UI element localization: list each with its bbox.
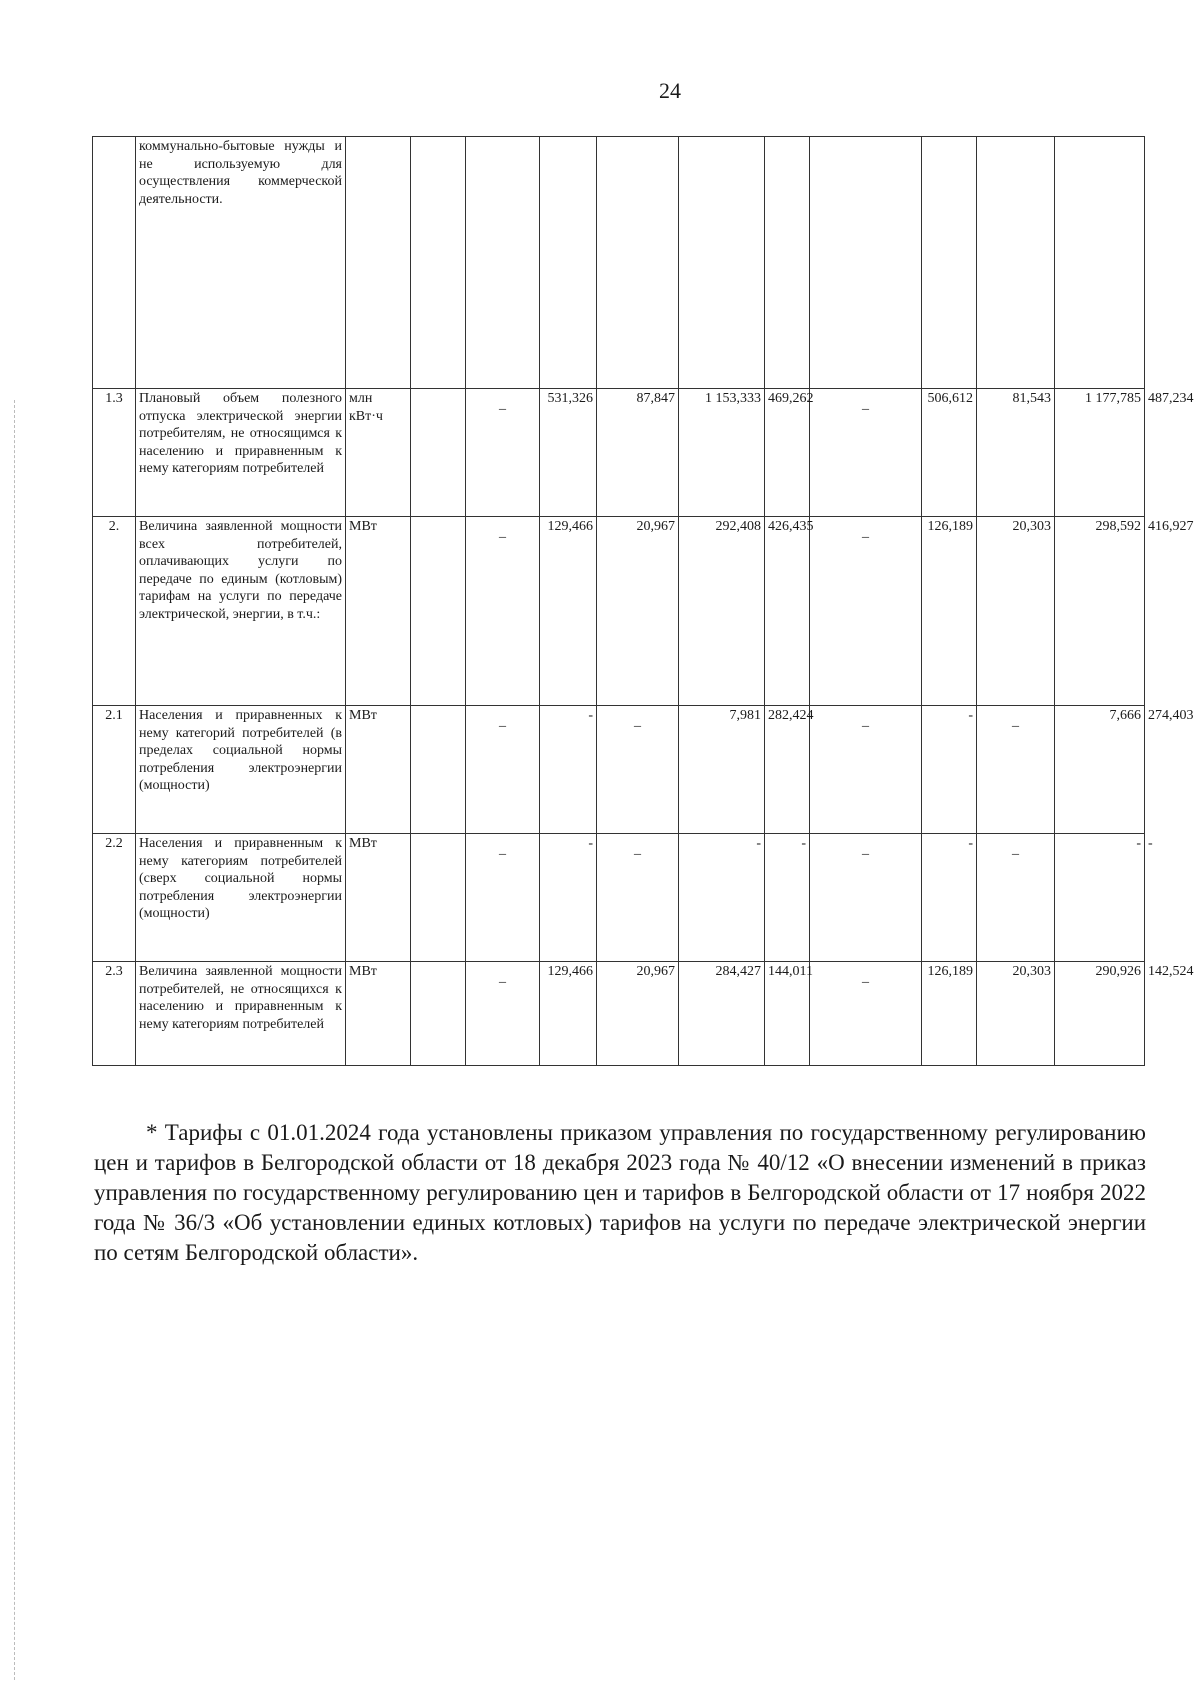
value-cell	[466, 962, 540, 1066]
value-cell: -	[540, 706, 597, 834]
empty-cell	[597, 137, 679, 389]
cell-value: _	[499, 842, 506, 857]
empty-cell	[411, 517, 466, 706]
empty-cell	[540, 137, 597, 389]
value-cell: 1 153,333	[679, 389, 765, 517]
cell-value: _	[634, 842, 641, 857]
cell-value: _	[499, 397, 506, 412]
row-label: Величина заявленной мощности всех потребителей, оплачивающих услуги по передаче по единым (котловым) тарифам на услуги по передаче электрической, энергии, в т.ч.:	[136, 517, 346, 706]
row-unit: МВт	[346, 706, 411, 834]
cell-value: _	[862, 842, 869, 857]
tariff-table	[92, 136, 1194, 1066]
value-cell: 298,592	[1055, 517, 1145, 706]
value-cell: -	[765, 834, 810, 962]
value-cell: 20,967	[597, 962, 679, 1066]
row-number: 2.	[93, 517, 136, 706]
footnote-text: * Тарифы с 01.01.2024 года установлены приказом управления по государственному регулированию цен и тарифов в Белгородской области от 18 декабря 2023 года № 40/12 «О внесении изменений в приказ управления по государственному регулированию цен и тарифов в Белгородской области от 17 ноября 2022 года № 36/3 «Об установлении единых котловых) тарифов на услуги по передаче электрической энергии по сетям Белгородской области».	[94, 1120, 1146, 1265]
empty-cell	[679, 137, 765, 389]
value-cell: 129,466	[540, 962, 597, 1066]
value-cell: 144,011	[765, 962, 810, 1066]
empty-cell	[411, 137, 466, 389]
value-cell	[466, 517, 540, 706]
table-row: 2.1 Населения и приравненных к нему категорий потребителей (в пределах социальной нормы потребления электроэнергии (мощности) МВт _ - _ 7,981 282,424 _ - _ 7,666 274,403	[93, 706, 1145, 834]
scan-margin-marks	[14, 400, 17, 1680]
empty-cell	[411, 962, 466, 1066]
value-cell: -	[540, 834, 597, 962]
table-row: 2.2 Населения и приравненным к нему категориям потребителей (сверх социальной нормы потребления электроэнергии (мощности) МВт _ - _ - - _ - _ - -	[93, 834, 1145, 962]
cell-value: _	[499, 970, 506, 985]
value-cell: 129,466	[540, 517, 597, 706]
row-number: 1.3	[93, 389, 136, 517]
value-cell	[466, 389, 540, 517]
empty-cell	[411, 389, 466, 517]
empty-cell	[411, 834, 466, 962]
value-cell	[810, 706, 922, 834]
row-number: 2.1	[93, 706, 136, 834]
cell-value: _	[499, 714, 506, 729]
cell-value: _	[862, 970, 869, 985]
value-cell	[597, 834, 679, 962]
table-row: 1.3 Плановый объем полезного отпуска электрической энергии потребителям, не относящимся к населению и приравненным к нему категориям потребителей млн кВт·ч _ 531,326 87,847 1 153,333 469,262 _ 506,612 81,543 1 177,785 487,234	[93, 389, 1145, 517]
value-cell: 290,926	[1055, 962, 1145, 1066]
table-row: 2.3 Величина заявленной мощности потребителей, не относящихся к населению и приравненным к нему категориям потребителей МВт _ 129,466 20,967 284,427 144,011 _ 126,189 20,303 290,926 142,524	[93, 962, 1145, 1066]
value-cell: 7,981	[679, 706, 765, 834]
empty-cell	[1055, 137, 1145, 389]
value-cell: 292,408	[679, 517, 765, 706]
value-cell: 531,326	[540, 389, 597, 517]
value-cell: 469,262	[765, 389, 810, 517]
row-number	[93, 137, 136, 389]
cell-value: _	[862, 525, 869, 540]
value-cell	[466, 706, 540, 834]
value-cell: 20,303	[977, 517, 1055, 706]
row-number: 2.2	[93, 834, 136, 962]
row-unit: МВт	[346, 962, 411, 1066]
cell-value: _	[1012, 714, 1019, 729]
cell-value: _	[862, 397, 869, 412]
row-unit	[346, 137, 411, 389]
empty-cell	[977, 137, 1055, 389]
value-cell: 81,543	[977, 389, 1055, 517]
value-cell: 282,424	[765, 706, 810, 834]
value-cell: 506,612	[922, 389, 977, 517]
value-cell: -	[922, 706, 977, 834]
row-label: Населения и приравненным к нему категориям потребителей (сверх социальной нормы потребления электроэнергии (мощности)	[136, 834, 346, 962]
value-cell: -	[1055, 834, 1145, 962]
table-row	[93, 137, 1145, 389]
empty-cell	[922, 137, 977, 389]
value-cell	[597, 706, 679, 834]
page-number: 24	[659, 78, 681, 103]
value-cell: 20,303	[977, 962, 1055, 1066]
cell-value: _	[862, 714, 869, 729]
value-cell: 7,666	[1055, 706, 1145, 834]
value-cell: 87,847	[597, 389, 679, 517]
empty-cell	[765, 137, 810, 389]
row-label: Населения и приравненных к нему категорий потребителей (в пределах социальной нормы потребления электроэнергии (мощности)	[136, 706, 346, 834]
value-cell	[810, 517, 922, 706]
value-cell: 1 177,785	[1055, 389, 1145, 517]
value-cell	[977, 834, 1055, 962]
value-cell: -	[922, 834, 977, 962]
row-number: 2.3	[93, 962, 136, 1066]
row-unit: млн кВт·ч	[346, 389, 411, 517]
value-cell	[810, 834, 922, 962]
row-label: Величина заявленной мощности потребителей, не относящихся к населению и приравненным к нему категориям потребителей	[136, 962, 346, 1066]
value-cell	[810, 962, 922, 1066]
cell-value: _	[634, 714, 641, 729]
value-cell	[977, 706, 1055, 834]
value-cell: 426,435	[765, 517, 810, 706]
row-unit: МВт	[346, 517, 411, 706]
value-cell: -	[679, 834, 765, 962]
row-label: коммунально-бытовые нужды и не используемую для осуществления коммерческой деятельности.	[136, 137, 346, 389]
row-label: Плановый объем полезного отпуска электрической энергии потребителям, не относящимся к населению и приравненным к нему категориям потребителей	[136, 389, 346, 517]
table-row: 2. Величина заявленной мощности всех потребителей, оплачивающих услуги по передаче по единым (котловым) тарифам на услуги по передаче электрической, энергии, в т.ч.: МВт _ 129,466 20,967 292,408 426,435 _ 126,189 20,303 298,592 416,927	[93, 517, 1145, 706]
value-cell	[810, 389, 922, 517]
empty-cell	[466, 137, 540, 389]
empty-cell	[411, 706, 466, 834]
value-cell: 284,427	[679, 962, 765, 1066]
value-cell: 126,189	[922, 517, 977, 706]
tariff-footnote	[94, 1118, 1146, 1268]
cell-value: _	[499, 525, 506, 540]
value-cell: 20,967	[597, 517, 679, 706]
row-unit: МВт	[346, 834, 411, 962]
value-cell: 126,189	[922, 962, 977, 1066]
value-cell	[466, 834, 540, 962]
empty-cell	[810, 137, 922, 389]
cell-value: _	[1012, 842, 1019, 857]
